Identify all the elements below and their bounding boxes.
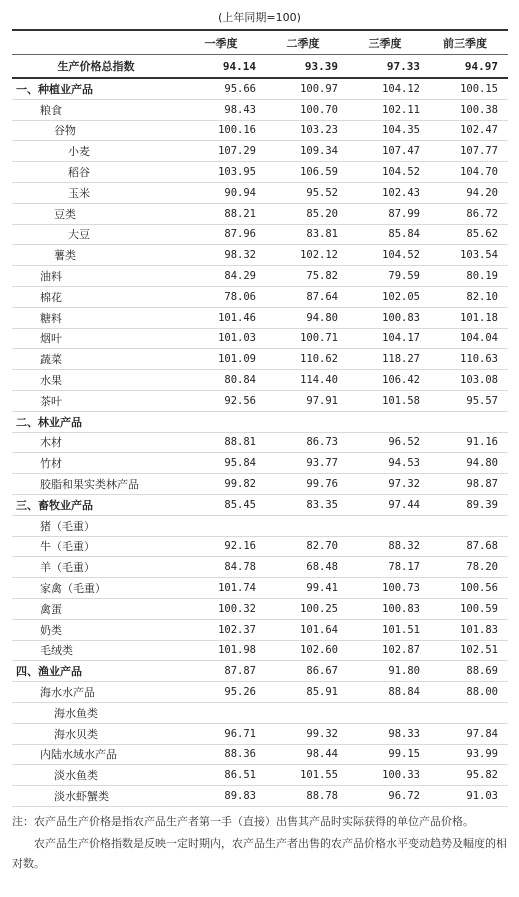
cell-first-three-quarters: 86.72 bbox=[466, 207, 498, 220]
cell-first-three-quarters: 95.57 bbox=[466, 394, 498, 407]
cell-q1: 85.45 bbox=[224, 498, 256, 511]
row-label: 毛绒类 bbox=[40, 644, 73, 658]
table-row bbox=[12, 433, 508, 454]
row-label: 胶脂和果实类林产品 bbox=[40, 478, 139, 492]
cell-q3: 97.32 bbox=[388, 478, 420, 491]
cell-q1: 92.16 bbox=[224, 540, 256, 553]
cell-q1: 102.37 bbox=[218, 623, 256, 636]
table-row bbox=[12, 786, 508, 807]
row-label: 一、种植业产品 bbox=[16, 82, 93, 96]
cell-q2: 99.41 bbox=[306, 582, 338, 595]
cell-first-three-quarters: 91.16 bbox=[466, 436, 498, 449]
table-row bbox=[12, 308, 508, 329]
cell-q3: 104.17 bbox=[382, 332, 420, 345]
total-q1: 94.14 bbox=[222, 59, 256, 73]
cell-q2: 87.64 bbox=[306, 290, 338, 303]
cell-q2: 83.35 bbox=[306, 498, 338, 511]
cell-q1: 78.06 bbox=[224, 290, 256, 303]
cell-q2: 97.91 bbox=[306, 394, 338, 407]
cell-q3: 94.53 bbox=[388, 457, 420, 470]
row-label: 玉米 bbox=[68, 186, 90, 200]
cell-first-three-quarters: 100.15 bbox=[460, 82, 498, 95]
cell-first-three-quarters: 95.82 bbox=[466, 769, 498, 782]
cell-q3: 118.27 bbox=[382, 353, 420, 366]
category-row bbox=[12, 495, 508, 516]
row-label: 海水贝类 bbox=[54, 727, 98, 741]
cell-q3: 100.73 bbox=[382, 582, 420, 595]
table-row bbox=[12, 329, 508, 350]
cell-q3: 102.43 bbox=[382, 186, 420, 199]
total-label: 生产价格总指数 bbox=[57, 60, 135, 73]
table-row bbox=[12, 266, 508, 287]
cell-q3: 87.99 bbox=[388, 207, 420, 220]
row-label: 牛（毛重） bbox=[40, 540, 95, 554]
table-row bbox=[12, 204, 508, 225]
table-row bbox=[12, 100, 508, 121]
total-index-row bbox=[12, 55, 508, 79]
cell-first-three-quarters: 100.38 bbox=[460, 103, 498, 116]
cell-q1: 98.43 bbox=[224, 103, 256, 116]
cell-q3: 104.12 bbox=[382, 82, 420, 95]
cell-first-three-quarters: 101.83 bbox=[460, 623, 498, 636]
cell-q1: 92.56 bbox=[224, 394, 256, 407]
cell-first-three-quarters: 94.20 bbox=[466, 186, 498, 199]
cell-q3: 100.83 bbox=[382, 311, 420, 324]
cell-q2: 99.32 bbox=[306, 727, 338, 740]
cell-first-three-quarters: 104.04 bbox=[460, 332, 498, 345]
cell-first-three-quarters: 104.70 bbox=[460, 166, 498, 179]
table-row bbox=[12, 370, 508, 391]
cell-first-three-quarters: 82.10 bbox=[466, 290, 498, 303]
row-label: 竹材 bbox=[40, 457, 62, 471]
table-row bbox=[12, 474, 508, 495]
row-label: 二、林业产品 bbox=[16, 415, 82, 429]
note-definition: 注：农产品生产价格是指农产品生产者第一手（直接）出售其产品时实际获得的单位产品价格。 bbox=[12, 815, 474, 828]
row-label: 淡水鱼类 bbox=[54, 769, 98, 783]
cell-q1: 95.26 bbox=[224, 686, 256, 698]
row-label: 蔬菜 bbox=[40, 353, 62, 367]
cell-q1: 101.03 bbox=[218, 332, 256, 345]
cell-q2: 100.71 bbox=[300, 332, 338, 345]
cell-q3: 96.72 bbox=[388, 789, 420, 802]
cell-q2: 68.48 bbox=[306, 561, 338, 574]
price-index-table bbox=[12, 29, 508, 807]
cell-q1: 95.84 bbox=[224, 457, 256, 470]
cell-q3: 102.87 bbox=[382, 644, 420, 657]
footnotes bbox=[12, 812, 512, 874]
cell-q1: 80.84 bbox=[224, 374, 256, 387]
cell-q1: 103.95 bbox=[218, 166, 256, 179]
row-label: 谷物 bbox=[54, 124, 76, 138]
cell-first-three-quarters: 85.62 bbox=[466, 228, 498, 241]
cell-q2: 106.59 bbox=[300, 166, 338, 179]
cell-q2: 75.82 bbox=[306, 270, 338, 283]
cell-q2: 98.44 bbox=[306, 748, 338, 761]
row-label: 糖料 bbox=[40, 311, 62, 325]
cell-q3: 98.33 bbox=[388, 727, 420, 740]
cell-q2: 99.76 bbox=[306, 478, 338, 491]
cell-q3: 106.42 bbox=[382, 374, 420, 387]
row-label: 棉花 bbox=[40, 290, 62, 304]
table-row bbox=[12, 537, 508, 558]
table-row bbox=[12, 682, 508, 703]
cell-q2: 95.52 bbox=[306, 186, 338, 199]
table-row bbox=[12, 121, 508, 142]
cell-q2: 109.34 bbox=[300, 145, 338, 158]
table-caption: (上年同期=100) bbox=[218, 11, 301, 24]
cell-q1: 88.21 bbox=[224, 207, 256, 220]
cell-q1: 90.94 bbox=[224, 186, 256, 199]
cell-q2: 93.77 bbox=[306, 457, 338, 470]
total-first-three-quarters: 94.97 bbox=[464, 59, 498, 73]
table-row bbox=[12, 183, 508, 204]
row-label: 三、畜牧业产品 bbox=[16, 498, 93, 512]
row-label: 禽蛋 bbox=[40, 602, 62, 616]
row-label: 油料 bbox=[40, 270, 62, 284]
cell-q1: 88.81 bbox=[224, 436, 256, 449]
cell-q3: 78.17 bbox=[388, 561, 420, 574]
cell-q2: 101.64 bbox=[300, 623, 338, 636]
table-row bbox=[12, 599, 508, 620]
cell-first-three-quarters: 78.20 bbox=[466, 561, 498, 574]
cell-q3: 104.52 bbox=[382, 249, 420, 262]
cell-q2: 102.60 bbox=[300, 644, 338, 657]
table-row bbox=[12, 162, 508, 183]
cell-first-three-quarters: 103.08 bbox=[460, 374, 498, 387]
cell-q2: 102.12 bbox=[300, 249, 338, 262]
row-label: 奶类 bbox=[40, 623, 62, 637]
cell-q3: 97.44 bbox=[388, 498, 420, 511]
header-cell-q3: 三季度 bbox=[368, 36, 402, 50]
cell-q3: 100.33 bbox=[382, 769, 420, 782]
row-label: 稻谷 bbox=[68, 166, 90, 180]
cell-first-three-quarters: 102.47 bbox=[460, 124, 498, 137]
cell-q2: 114.40 bbox=[300, 374, 338, 387]
table-row bbox=[12, 724, 508, 745]
cell-first-three-quarters: 102.51 bbox=[460, 644, 498, 657]
table-row bbox=[12, 765, 508, 786]
cell-q1: 95.66 bbox=[224, 82, 256, 95]
cell-first-three-quarters: 94.80 bbox=[466, 457, 498, 470]
cell-q3: 85.84 bbox=[388, 228, 420, 241]
cell-q2: 94.80 bbox=[306, 311, 338, 324]
cell-q1: 87.96 bbox=[224, 228, 256, 241]
cell-first-three-quarters: 101.18 bbox=[460, 311, 498, 324]
cell-q2: 83.81 bbox=[306, 228, 338, 241]
cell-first-three-quarters: 100.59 bbox=[460, 602, 498, 615]
cell-q2: 100.70 bbox=[300, 103, 338, 116]
cell-q1: 100.16 bbox=[218, 124, 256, 137]
table-row bbox=[12, 287, 508, 308]
cell-q1: 100.32 bbox=[218, 602, 256, 615]
table-row bbox=[12, 245, 508, 266]
row-label: 猪（毛重） bbox=[40, 519, 95, 533]
cell-first-three-quarters: 107.77 bbox=[460, 145, 498, 158]
cell-q1: 88.36 bbox=[224, 748, 256, 761]
category-row bbox=[12, 661, 508, 682]
cell-first-three-quarters: 91.03 bbox=[466, 789, 498, 802]
cell-first-three-quarters: 88.00 bbox=[466, 686, 498, 698]
cell-q1: 87.87 bbox=[224, 665, 256, 678]
header-row bbox=[12, 31, 508, 55]
cell-q2: 101.55 bbox=[300, 769, 338, 782]
cell-q3: 99.15 bbox=[388, 748, 420, 761]
cell-q1: 96.71 bbox=[224, 727, 256, 740]
cell-q3: 104.52 bbox=[382, 166, 420, 179]
table-row bbox=[12, 391, 508, 412]
cell-q3: 88.32 bbox=[388, 540, 420, 553]
row-label: 羊（毛重） bbox=[40, 561, 95, 575]
table-row bbox=[12, 641, 508, 662]
cell-q1: 84.29 bbox=[224, 270, 256, 283]
table-row bbox=[12, 703, 508, 724]
table-row bbox=[12, 516, 508, 537]
header-cell-first-three-quarters: 前三季度 bbox=[443, 36, 487, 50]
row-label: 小麦 bbox=[68, 145, 90, 159]
cell-q3: 101.51 bbox=[382, 623, 420, 636]
row-label: 木材 bbox=[40, 436, 62, 450]
row-label: 薯类 bbox=[54, 249, 76, 263]
row-label: 海水鱼类 bbox=[54, 706, 98, 720]
cell-q1: 101.46 bbox=[218, 311, 256, 324]
cell-q1: 101.74 bbox=[218, 582, 256, 595]
cell-q3: 107.47 bbox=[382, 145, 420, 158]
cell-q2: 100.97 bbox=[300, 82, 338, 95]
row-label: 烟叶 bbox=[40, 332, 62, 346]
cell-first-three-quarters: 89.39 bbox=[466, 498, 498, 511]
table-row bbox=[12, 745, 508, 766]
cell-q2: 88.78 bbox=[306, 789, 338, 802]
cell-q2: 86.73 bbox=[306, 436, 338, 449]
cell-q1: 101.09 bbox=[218, 353, 256, 366]
cell-first-three-quarters: 98.87 bbox=[466, 478, 498, 491]
cell-first-three-quarters: 87.68 bbox=[466, 540, 498, 553]
cell-q1: 98.32 bbox=[224, 249, 256, 262]
category-row bbox=[12, 412, 508, 433]
cell-q2: 100.25 bbox=[300, 602, 338, 615]
cell-q3: 91.80 bbox=[388, 665, 420, 678]
cell-first-three-quarters: 93.99 bbox=[466, 748, 498, 761]
table-body bbox=[12, 79, 508, 807]
cell-q1: 84.78 bbox=[224, 561, 256, 574]
total-q3: 97.33 bbox=[386, 59, 420, 73]
note-index-definition: 农产品生产价格指数是反映一定时期内，农产品生产者出售的农产品价格水平变动趋势及幅度的相对数。 bbox=[12, 837, 507, 870]
cell-first-three-quarters: 80.19 bbox=[466, 270, 498, 283]
row-label: 海水水产品 bbox=[40, 686, 95, 699]
cell-q3: 102.05 bbox=[382, 290, 420, 303]
table-row bbox=[12, 557, 508, 578]
row-label: 茶叶 bbox=[40, 394, 62, 408]
cell-q1: 107.29 bbox=[218, 145, 256, 158]
row-label: 水果 bbox=[40, 374, 62, 388]
cell-first-three-quarters: 100.56 bbox=[460, 582, 498, 595]
cell-q3: 101.58 bbox=[382, 394, 420, 407]
cell-q2: 82.70 bbox=[306, 540, 338, 553]
cell-q1: 99.82 bbox=[224, 478, 256, 491]
cell-q3: 100.83 bbox=[382, 602, 420, 615]
cell-q3: 96.52 bbox=[388, 436, 420, 449]
row-label: 淡水虾蟹类 bbox=[54, 789, 109, 803]
cell-q1: 86.51 bbox=[224, 769, 256, 782]
cell-q2: 110.62 bbox=[300, 353, 338, 366]
table-row bbox=[12, 620, 508, 641]
table-row bbox=[12, 141, 508, 162]
total-q2: 93.39 bbox=[304, 59, 338, 73]
cell-q2: 103.23 bbox=[300, 124, 338, 137]
cell-q1: 101.98 bbox=[218, 644, 256, 657]
cell-q2: 85.91 bbox=[306, 686, 338, 698]
table-row bbox=[12, 578, 508, 599]
table-row bbox=[12, 225, 508, 246]
table-row bbox=[12, 349, 508, 370]
row-label: 豆类 bbox=[54, 207, 76, 221]
cell-q3: 88.84 bbox=[388, 686, 420, 698]
header-cell-q2: 二季度 bbox=[286, 36, 320, 50]
cell-q3: 104.35 bbox=[382, 124, 420, 137]
row-label: 大豆 bbox=[68, 228, 90, 242]
category-row bbox=[12, 79, 508, 100]
cell-first-three-quarters: 103.54 bbox=[460, 249, 498, 262]
cell-q1: 89.83 bbox=[224, 789, 256, 802]
row-label: 内陆水域水产品 bbox=[40, 748, 117, 762]
row-label: 粮食 bbox=[40, 103, 62, 117]
cell-first-three-quarters: 110.63 bbox=[460, 353, 498, 366]
cell-q2: 86.67 bbox=[306, 665, 338, 678]
row-label: 四、渔业产品 bbox=[16, 665, 82, 679]
table-row bbox=[12, 453, 508, 474]
cell-q2: 85.20 bbox=[306, 207, 338, 220]
cell-first-three-quarters: 88.69 bbox=[466, 665, 498, 678]
cell-q3: 102.11 bbox=[382, 103, 420, 116]
header-cell-q1: 一季度 bbox=[204, 36, 238, 50]
row-label: 家禽（毛重） bbox=[40, 582, 106, 596]
cell-q3: 79.59 bbox=[388, 270, 420, 283]
cell-first-three-quarters: 97.84 bbox=[466, 727, 498, 740]
